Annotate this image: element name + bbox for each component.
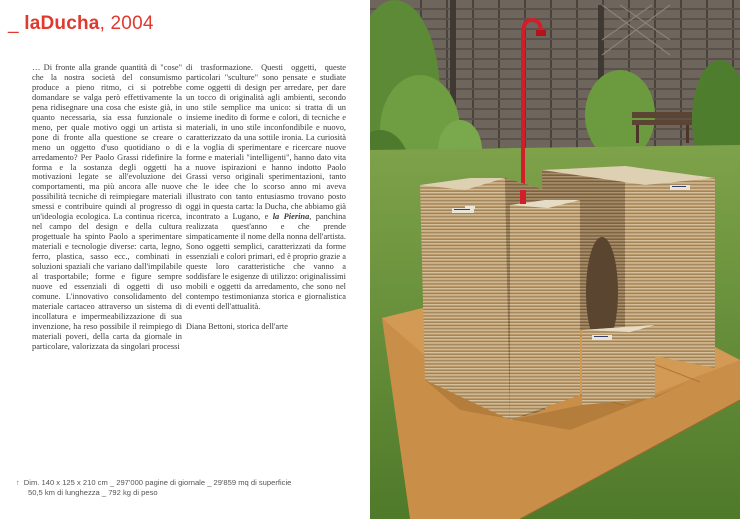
arrow-up-icon: ↑ bbox=[16, 478, 20, 487]
article-text-col1: … Di fronte alla grande quantità di "cose" che la nostra società del consumismo produce a pieno ritmo, ci si potrebbe domandare se valga però effettivamente la pena ridisegnare una cosa che esiste già, in quanto necessaria, sia essa funzionale o meno, per quale motivo oggi un artista si pone di fronte alla questione se creare o meno un oggetto d'uso quotidiano o di arredamento? Per Paolo Grassi ridefinire la forma e la sostanza degli oggetti ha motivazioni legate se all'evoluzione dei comportamenti, ma più ancora alle nuove possibilità tecniche di reimpiegare materiali smessi e contribuire quindi al progresso di un'ideologia ecologica. La continua ricerca, nel campo del design e della cultura progettuale ha spinto Paolo a sperimentare materiali e tecnologie diverse: carta, legno, ferro, plastica, sasso ecc., combinati in soluzioni spaziali che variano dall'impilabile al trasportabile; forme e figure sempre nuove ed essenziali di oggetti di uso comune. L'innovativo consolidamento del materiale cartaceo attraverso un sistema di incollatura e impermeabilizzazione di sua invenzione, ha reso possibile il reimpiego di materiali poveri, della carta da giornale in particolare, valorizzata da singolari processi bbox=[32, 63, 182, 351]
article-column-left bbox=[32, 63, 182, 352]
caption-line-2: 50,5 km di lunghezza _ 792 kg di peso bbox=[28, 487, 158, 497]
col2-text-before: di trasformazione. Questi oggetti, queste particolari "sculture" sono pensate e studiate come oggetti di design per arredare, per dare un tocco di originalità agli ambienti, secondo uno stile semplice ma unico: si tratta di un insieme inedito di forme e colori, di tecniche e materiali, in uno stile inconfondibile e nuovo, caratterizzato da una sottile ironia. La curiosità e la voglia di sperimentare e ricercare nuove forme e materiali "intelligenti", hanno dato vita a nuove ispirazioni e hanno indotto Paolo Grassi verso originali sperimentazioni, tanto che le idee che lo scorso anno mi aveva illustrato con tanto entusiasmo trovano posto oggi in questa carta: la Ducha, che abbiamo già incontrato a Lugano, e bbox=[186, 63, 346, 222]
article-title bbox=[8, 13, 154, 35]
title-prefix: _ bbox=[8, 13, 25, 34]
photo-caption bbox=[16, 478, 366, 497]
caption-line-1: Dim. 140 x 125 x 210 cm _ 297'000 pagine di giornale _ 29'859 mq di superficie bbox=[23, 478, 292, 487]
sculpture-photo bbox=[370, 0, 740, 519]
article-text-col2 bbox=[186, 63, 346, 312]
title-name: laDucha bbox=[24, 13, 100, 34]
article-signature: Diana Bettoni, storica dell'arte bbox=[186, 321, 288, 331]
col2-text-after: , panchina realizzata quest'anno e che prende simpaticamente il nome della nonna dell'artista. Sono oggetti semplici, caratterizzati da forme essenziali e colori primari, ed è proprio grazie a queste loro caratteristiche che vanno a soddisfare le esigenze di utilizzo: originalissimi mobili e oggetti da arredamento, che sono nel contempo testimonianza storica e giornalistica di eventi dell'attualità. bbox=[186, 212, 347, 311]
col2-emphasis: la Pierina bbox=[272, 212, 310, 222]
article-column-right bbox=[186, 63, 346, 332]
title-year: , 2004 bbox=[99, 13, 154, 34]
